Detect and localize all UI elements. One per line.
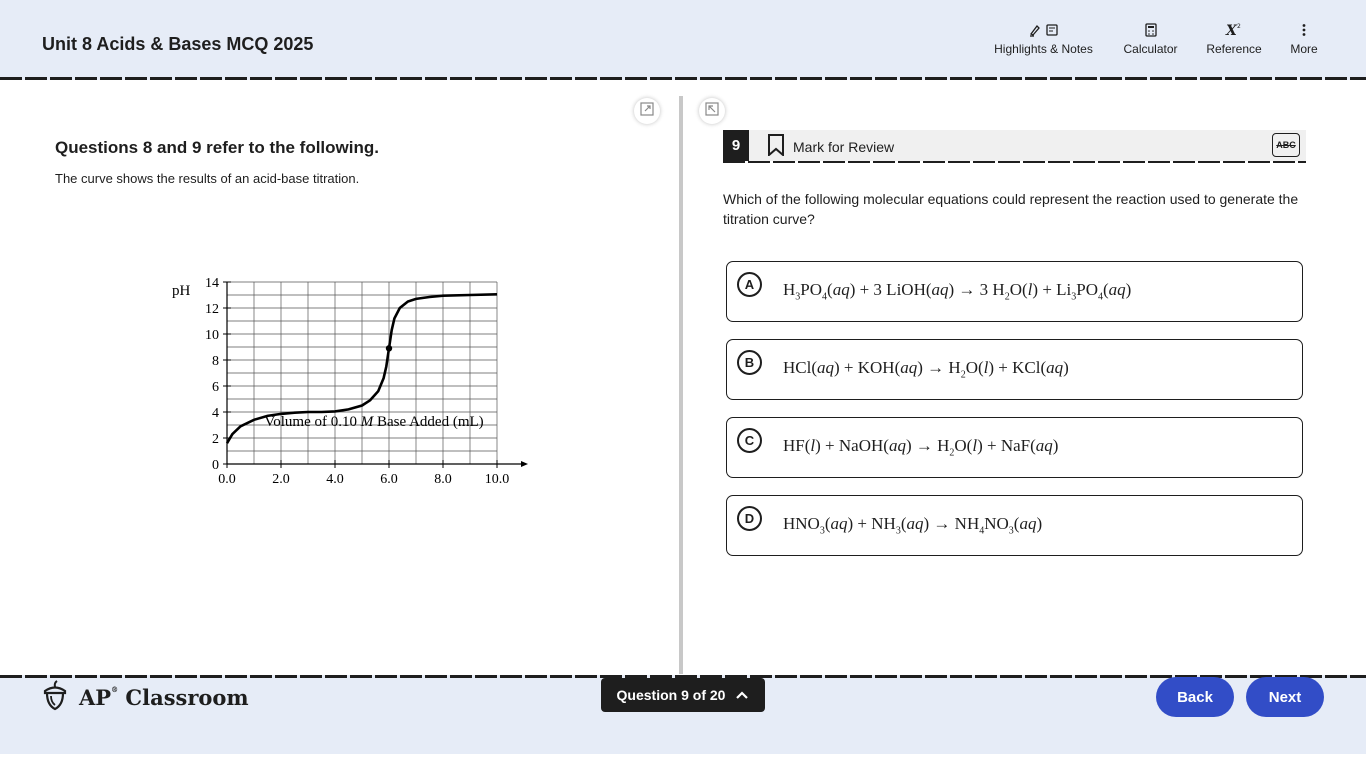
acorn-icon <box>41 679 69 716</box>
x-tick-label: 2.0 <box>272 472 290 487</box>
titration-curve-chart <box>160 190 540 520</box>
highlights-notes-button[interactable] <box>993 22 1094 56</box>
chevron-up-icon <box>735 687 749 703</box>
bottom-bar <box>0 675 1366 754</box>
choice-letter: A <box>737 272 762 297</box>
answer-choice-d[interactable] <box>726 495 1303 556</box>
reference-x2-icon <box>1225 22 1243 41</box>
collapse-stimulus-button[interactable] <box>699 98 725 124</box>
equivalence-point-marker <box>386 345 392 351</box>
abc-strike-icon: ABC <box>1276 140 1296 150</box>
y-tick-label: 0 <box>212 458 219 473</box>
calculator-button[interactable] <box>1122 22 1179 56</box>
choice-equation: $HNO_3(aq) + NH_3(aq) \to NH_4NO_3(aq)$ <box>783 514 1043 537</box>
answer-eliminator-button[interactable] <box>1272 133 1300 157</box>
highlights-notes-label: Highlights & Notes <box>994 42 1093 56</box>
top-toolbar <box>0 0 1366 80</box>
expand-icon <box>640 102 654 121</box>
x-axis-arrow <box>521 461 528 467</box>
y-axis-label: pH <box>172 283 191 299</box>
question-text: Which of the following molecular equations could represent the reaction used to generate the titration curve? <box>723 191 1299 227</box>
highlighter-icon <box>1028 23 1042 40</box>
choice-equation: $H_3PO_4(aq) + 3$ LiOH(aq) → 3 $H_2O(l) + Li_3PO_4(aq)$ <box>783 280 1132 303</box>
stimulus-description: The curve shows the results of an acid-base titration. <box>55 171 360 186</box>
logo-text: AP® Classroom <box>79 685 249 710</box>
more-label: More <box>1290 42 1318 56</box>
calculator-icon <box>1145 23 1157 40</box>
mark-for-review-button[interactable] <box>767 134 894 159</box>
y-tick-label: 2 <box>212 432 219 447</box>
y-tick-label: 8 <box>212 354 219 369</box>
choice-letter: D <box>737 506 762 531</box>
answer-choice-a[interactable] <box>726 261 1303 322</box>
question-number: 9 <box>723 130 749 161</box>
x-tick-label: 6.0 <box>380 472 398 487</box>
choice-letter: B <box>737 350 762 375</box>
ap-classroom-logo <box>41 679 249 716</box>
choice-equation: HF(l) + NaOH(aq) → $H_2O(l) + NaF(aq)$ <box>783 436 1059 459</box>
collapse-icon <box>705 102 719 121</box>
x-axis-label: Volume of 0.10 M Base Added (mL) <box>264 414 484 430</box>
stimulus-heading: Questions 8 and 9 refer to the following. <box>55 138 379 157</box>
answer-choice-b[interactable] <box>726 339 1303 400</box>
back-button[interactable]: Back <box>1156 677 1234 717</box>
answer-choice-c[interactable] <box>726 417 1303 478</box>
vertical-dots-icon <box>1301 23 1307 40</box>
stimulus-pane <box>0 80 679 675</box>
x-tick-label: 0.0 <box>218 472 236 487</box>
question-header-bar <box>723 130 1306 161</box>
chart-ticks <box>205 276 509 487</box>
y-tick-label: 6 <box>212 380 219 395</box>
y-tick-label: 12 <box>205 302 219 317</box>
expand-stimulus-button[interactable] <box>634 98 660 124</box>
reference-button[interactable] <box>1206 22 1262 56</box>
y-tick-label: 10 <box>205 328 219 343</box>
more-button[interactable] <box>1288 22 1320 56</box>
choice-letter: C <box>737 428 762 453</box>
bookmark-icon <box>767 134 785 159</box>
page-title: Unit 8 Acids & Bases MCQ 2025 <box>42 34 314 54</box>
question-bar-divider <box>723 161 1306 163</box>
svg-text:X: X <box>1226 22 1237 38</box>
chart-grid <box>227 282 497 464</box>
question-navigator-button[interactable] <box>601 678 765 712</box>
y-tick-label: 14 <box>205 276 219 291</box>
chart-axes <box>227 282 528 467</box>
reference-label: Reference <box>1206 42 1262 56</box>
y-tick-label: 4 <box>212 406 219 421</box>
next-button[interactable]: Next <box>1246 677 1324 717</box>
x-tick-label: 4.0 <box>326 472 344 487</box>
choice-equation: $HCl(aq) + KOH(aq) \to H_2O(l) + KCl(aq)$ <box>783 358 1069 381</box>
calculator-label: Calculator <box>1123 42 1178 56</box>
question-nav-label: Question 9 of 20 <box>616 687 726 703</box>
notes-icon <box>1045 23 1059 40</box>
svg-text:2: 2 <box>1237 22 1241 30</box>
x-tick-label: 8.0 <box>434 472 452 487</box>
mark-for-review-label: Mark for Review <box>793 138 895 155</box>
x-tick-label: 10.0 <box>484 472 510 487</box>
pane-divider[interactable] <box>679 96 683 674</box>
